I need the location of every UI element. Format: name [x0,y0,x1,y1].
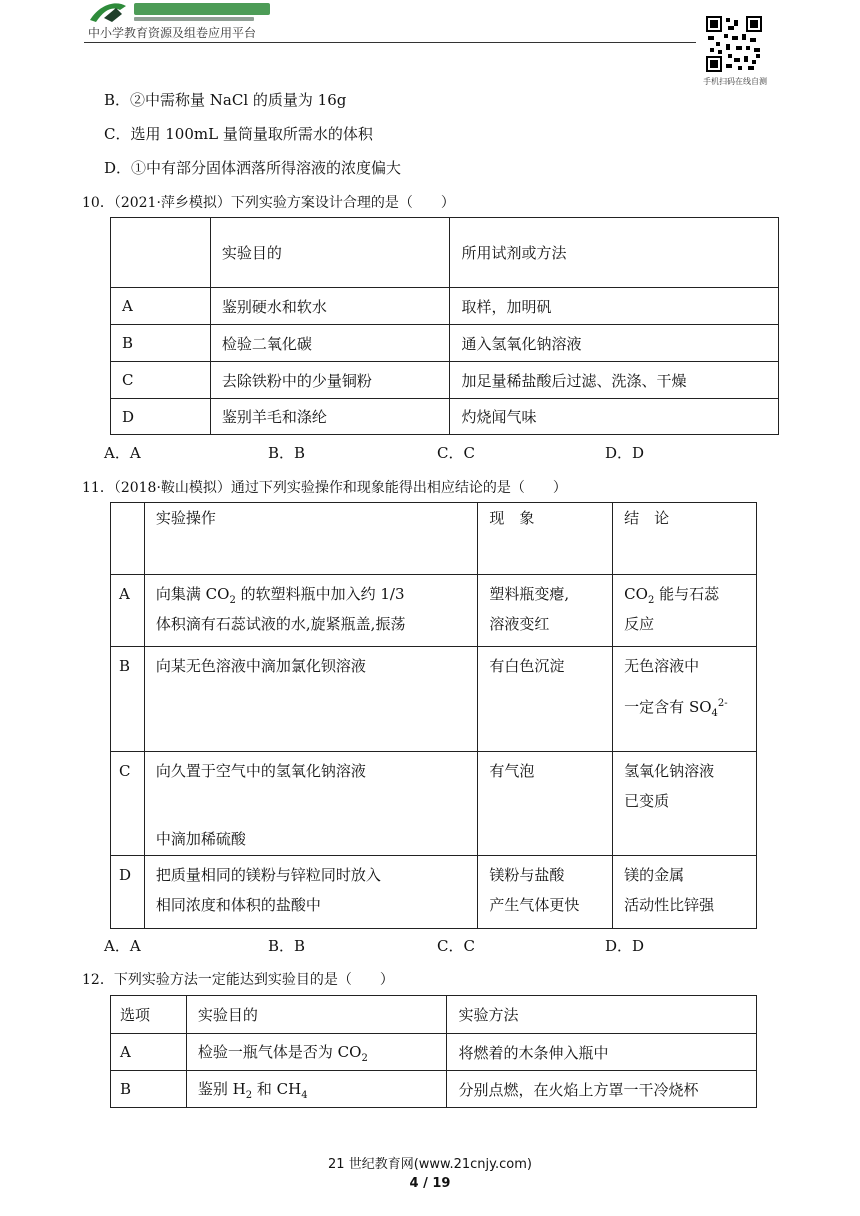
q11-table [110,502,757,929]
table-row [111,752,757,856]
table-header-conclusion: 结 论 [613,503,757,575]
header-divider [84,42,696,43]
row-label: A [111,1034,187,1071]
table-cell: 通入氢氧化钠溶液 [450,325,779,362]
table-cell: 取样，加明矾 [450,288,779,325]
table-cell: 无色溶液中 一定含有 $SO_4^{2-}$ [613,647,757,752]
table-cell [111,218,211,288]
table-cell: 向集满 $CO_2$ 的软塑料瓶中加入约 1/3 体积滴有石蕊试液的水,旋紧瓶盖,振荡 [144,575,478,647]
row-label: C [111,362,211,399]
table-cell: $CO_2$ 能与石蕊 反应 [613,575,757,647]
table-row [111,647,757,752]
table-cell: 灼烧闻气味 [450,399,779,435]
footer-site[interactable]: 21 世纪教育网(www.21cnjy.com) [328,1157,532,1172]
row-label: A [111,575,145,647]
table-cell: 分别点燃，在火焰上方罩一干冷烧杯 [447,1071,757,1108]
table-header-phenomenon: 现 象 [478,503,613,575]
table-row [111,218,779,288]
q11-choice-a[interactable]: A．A [104,937,141,955]
table-row [111,288,779,325]
row-label: A [111,288,211,325]
table-cell: 向某无色溶液中滴加氯化钡溶液 [144,647,478,752]
table-cell: 检验二氧化碳 [210,325,450,362]
table-cell: 鉴别硬水和软水 [210,288,450,325]
table-header-method: 所用试剂或方法 [450,218,779,288]
row-label: B [111,1071,187,1108]
table-cell: 将燃着的木条伸入瓶中 [447,1034,757,1071]
q11-title: 11．（2018·鞍山模拟）通过下列实验操作和现象能得出相应结论的是（ ） [82,480,567,496]
table-cell: 鉴别 $H_2$ 和 $CH_4$ [186,1071,447,1108]
q10-choice-d[interactable]: D．D [605,444,645,462]
table-cell: 检验一瓶气体是否为 $CO_2$ [186,1034,447,1071]
q12-title: 12．下列实验方法一定能达到实验目的是（ ） [82,972,394,988]
q12-table [110,995,757,1108]
table-row [111,856,757,929]
table-cell: 鉴别羊毛和涤纶 [210,399,450,435]
table-cell: 向久置于空气中的氢氧化钠溶液 中滴加稀硫酸 [144,752,478,856]
table-cell: 去除铁粉中的少量铜粉 [210,362,450,399]
table-row [111,399,779,435]
header-subtitle: 中小学教育资源及组卷应用平台 [88,26,257,40]
table-cell: 加足量稀盐酸后过滤、洗涤、干燥 [450,362,779,399]
q10-table [110,217,779,435]
table-row [111,575,757,647]
q9-option-b[interactable]: B．②中需称量 NaCl 的质量为 16g [104,91,347,109]
q11-choice-d[interactable]: D．D [605,937,645,955]
qr-code[interactable] [706,16,762,72]
table-cell: 氢氧化钠溶液 已变质 [613,752,757,856]
q9-option-d[interactable]: D．①中有部分固体洒落所得溶液的浓度偏大 [104,159,402,177]
table-row [111,362,779,399]
qr-caption: 手机扫码在线自测 [703,77,767,86]
q11-answer-choices [104,935,704,955]
table-cell [111,503,145,575]
row-label: D [111,856,145,929]
table-header-aim: 实验目的 [186,996,447,1034]
page-number: 4 / 19 [409,1176,451,1191]
q11-choice-c[interactable]: C．C [437,937,475,955]
row-label: D [111,399,211,435]
q10-choice-a[interactable]: A．A [104,444,141,462]
q9-option-c[interactable]: C．选用 100mL 量筒量取所需水的体积 [104,125,373,143]
table-cell: 有气泡 [478,752,613,856]
table-cell: 塑料瓶变瘪, 溶液变红 [478,575,613,647]
table-cell: 把质量相同的镁粉与锌粒同时放入 相同浓度和体积的盐酸中 [144,856,478,929]
row-label: C [111,752,145,856]
table-row [111,325,779,362]
row-label: B [111,325,211,362]
table-header-method: 实验方法 [447,996,757,1034]
q10-title: 10．（2021·萍乡模拟）下列实验方案设计合理的是（ ） [82,195,455,211]
row-label: B [111,647,145,752]
q10-choice-c[interactable]: C．C [437,444,475,462]
q11-choice-b[interactable]: B．B [268,937,306,955]
table-row [111,1034,757,1071]
table-cell: 镁的金属 活动性比锌强 [613,856,757,929]
table-row [111,1071,757,1108]
table-header-option: 选项 [111,996,187,1034]
platform-logo [86,0,276,22]
table-row [111,503,757,575]
table-header-operation: 实验操作 [144,503,478,575]
table-header-aim: 实验目的 [210,218,450,288]
table-cell: 有白色沉淀 [478,647,613,752]
table-cell: 镁粉与盐酸 产生气体更快 [478,856,613,929]
table-row [111,996,757,1034]
q10-answer-choices [104,442,704,462]
q10-choice-b[interactable]: B．B [268,444,306,462]
